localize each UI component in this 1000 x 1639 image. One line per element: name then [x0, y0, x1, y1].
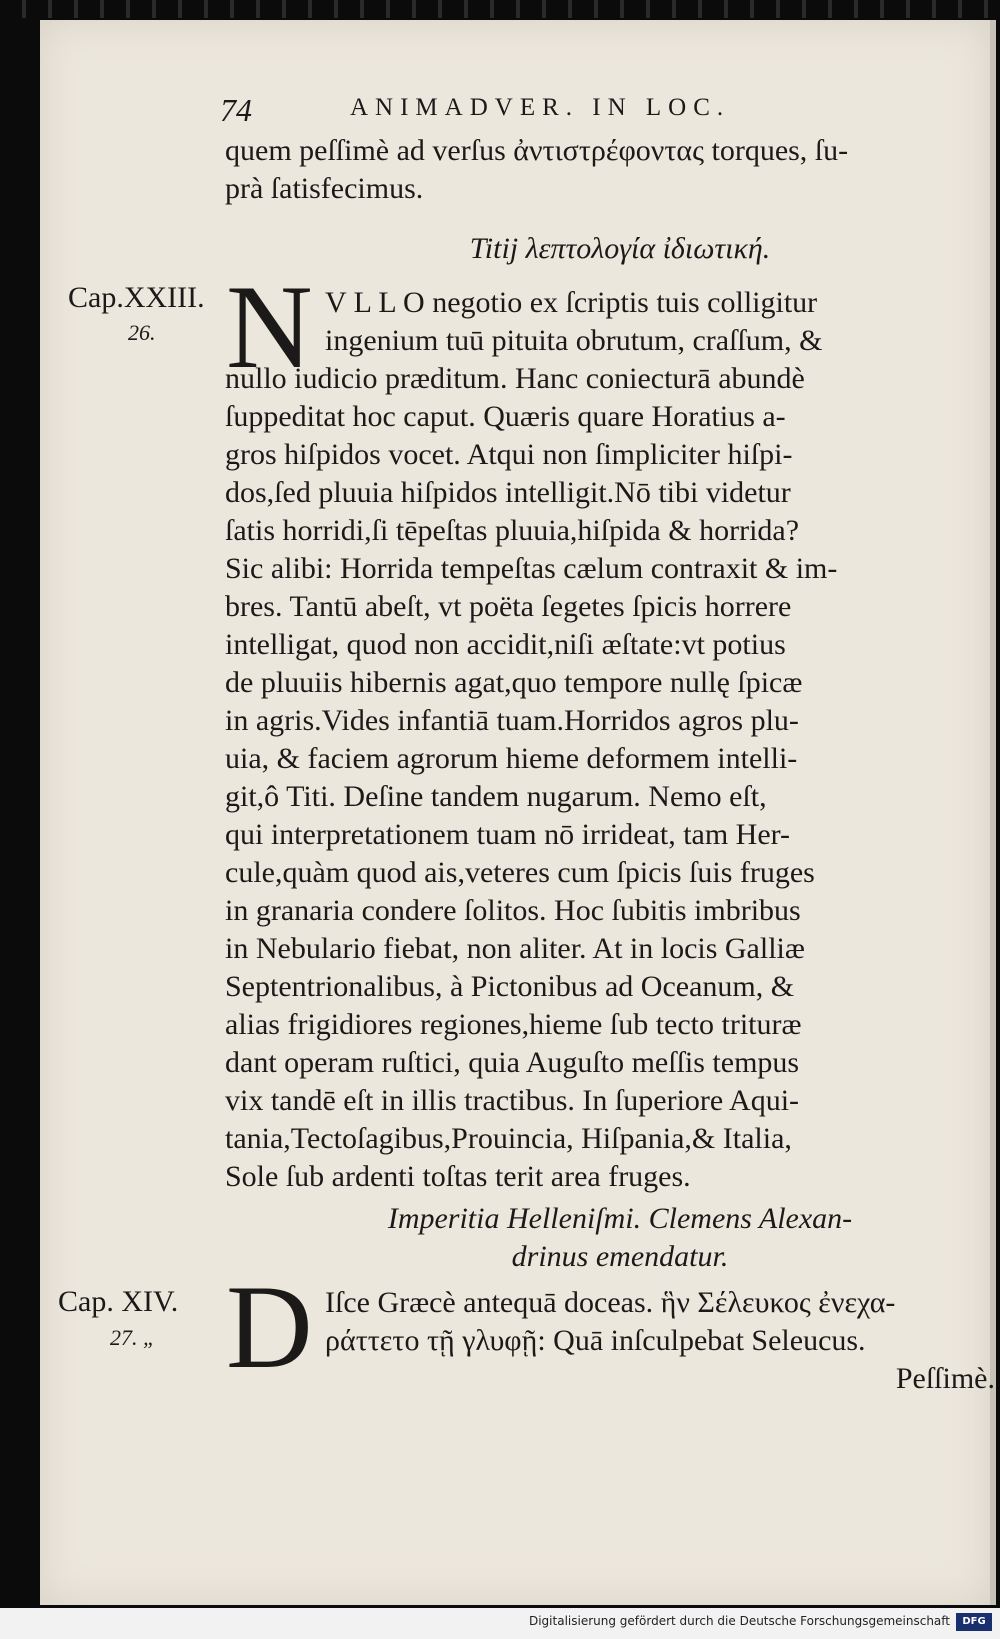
text-line: dos,ſed pluuia hiſpidos intelligit.Nō tibi videtur: [225, 476, 791, 509]
text-line: Peſſimè.: [895, 1362, 995, 1395]
text-line: gros hiſpidos vocet. Atqui non ſimpliciter hiſpi-: [225, 438, 793, 471]
scan-edge-mark: [0, 1200, 8, 1250]
running-title: ANIMADVER. IN LOC.: [350, 94, 731, 121]
text-line: in agris.Vides infantiā tuam.Horridos agros plu-: [225, 704, 799, 737]
text-line: ſatis horridi,ſi tēpeſtas pluuia,hiſpida & horrida?: [225, 514, 800, 547]
text-line: ράττετο τῇ γλυφῇ: Quā inſculpebat Seleucus.: [325, 1324, 866, 1357]
page-number: 74: [220, 92, 252, 128]
text-line: in Nebulario fiebat, non aliter. At in locis Galliæ: [225, 932, 805, 965]
text-line: alias frigidiores regiones,hieme ſub tecto trituræ: [225, 1008, 802, 1041]
margin-chapter-number: 27. „: [110, 1325, 156, 1350]
text-line: ingenium tuū pituita obrutum, craſſum, &: [325, 324, 823, 357]
section-heading: drinus emendatur.: [511, 1240, 729, 1273]
margin-chapter-number: 26.: [128, 320, 156, 345]
text-line: vix tandē eſt in illis tractibus. In ſuperiore Aqui-: [225, 1084, 800, 1117]
margin-chapter-label: Cap.XXIII.: [68, 281, 205, 314]
drop-cap: N: [226, 260, 313, 393]
text-line: ſuppeditat hoc caput. Quæris quare Horatius a-: [225, 400, 786, 433]
text-line: Sole ſub ardenti toſtas terit area fruges.: [225, 1160, 691, 1193]
text-line: in granaria condere ſolitos. Hoc ſubitis imbribus: [225, 894, 801, 927]
text-line: Septentrionalibus, à Pictonibus ad Oceanum, &: [225, 970, 795, 1003]
text-line: cule,quàm quod ais,veteres cum ſpicis ſuis fruges: [225, 856, 815, 889]
text-line: qui interpretationem tuam nō irrideat, tam Her-: [225, 818, 791, 851]
footer-bar: [0, 1608, 1000, 1639]
book-page: [40, 20, 996, 1605]
text-line: tania,Tectoſagibus,Prouincia, Hiſpania,& Italia,: [225, 1122, 792, 1155]
text-line: Sic alibi: Horrida tempeſtas cælum contraxit & im-: [225, 552, 838, 585]
text-line: intelligat, quod non accidit,niſi æſtate:vt potius: [225, 628, 786, 661]
text-line: uia, & faciem agrorum hieme deformem intelli-: [225, 742, 798, 775]
text-line: V L L O negotio ex ſcriptis tuis colligitur: [325, 286, 818, 319]
text-line: quem peſſimè ad verſus ἀντιστρέφοντας torques, ſu-: [225, 134, 849, 167]
text-line: bres. Tantū abeſt, vt poëta ſegetes ſpicis horrere: [225, 590, 792, 623]
text-line: prà ſatisfecimus.: [225, 172, 424, 205]
footer-credit: Digitalisierung gefördert durch die Deutsche Forschungsgemeinschaft: [528, 1614, 950, 1628]
top-border-strip: [0, 0, 1000, 18]
dfg-logo: DFG: [956, 1613, 992, 1631]
text-line: nullo iudicio præditum. Hanc coniecturā abundè: [225, 362, 805, 395]
text-line: de pluuiis hibernis agat,quo tempore nullę ſpicæ: [225, 666, 803, 699]
text-line: git,ô Titi. Deſine tandem nugarum. Nemo eſt,: [225, 780, 767, 813]
text-line: Iſce Græcè antequā doceas. ἣν Σέλευκος ἐνεχα-: [325, 1286, 896, 1319]
margin-chapter-label: Cap. XIV.: [58, 1285, 179, 1318]
drop-cap: D: [226, 1260, 313, 1393]
text-line: dant operam ruſtici, quia Auguſto meſſis tempus: [225, 1046, 800, 1079]
section-heading: Titij λεπτολογία ἰδιωτική.: [469, 232, 771, 265]
section-heading: Imperitia Helleniſmi. Clemens Alexan-: [387, 1202, 853, 1235]
